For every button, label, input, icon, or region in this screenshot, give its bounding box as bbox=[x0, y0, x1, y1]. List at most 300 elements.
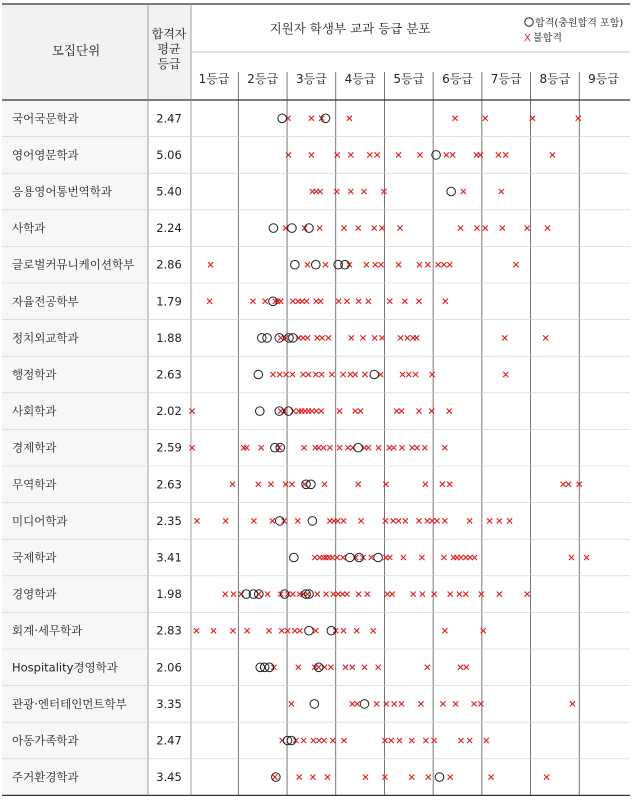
pass-marker bbox=[310, 700, 319, 709]
fail-marker bbox=[525, 226, 530, 231]
fail-marker bbox=[350, 701, 355, 706]
fail-marker bbox=[584, 555, 589, 560]
fail-marker bbox=[371, 628, 376, 633]
fail-marker bbox=[344, 592, 349, 597]
fail-marker bbox=[337, 409, 342, 414]
fail-marker bbox=[290, 372, 295, 377]
fail-marker bbox=[317, 738, 322, 743]
fail-marker bbox=[297, 628, 302, 633]
fail-marker bbox=[398, 335, 403, 340]
fail-marker bbox=[373, 262, 378, 267]
fail-marker bbox=[296, 665, 301, 670]
fail-marker bbox=[313, 628, 318, 633]
fail-marker bbox=[278, 299, 283, 304]
fail-marker bbox=[432, 592, 437, 597]
fail-marker bbox=[278, 335, 283, 340]
fail-marker bbox=[447, 482, 452, 487]
fail-marker bbox=[265, 592, 270, 597]
fail-marker bbox=[502, 335, 507, 340]
fail-marker bbox=[497, 592, 502, 597]
fail-marker bbox=[268, 482, 273, 487]
fail-marker bbox=[348, 372, 353, 377]
fail-marker bbox=[334, 189, 339, 194]
fail-marker bbox=[576, 116, 581, 121]
fail-marker bbox=[341, 628, 346, 633]
pass-marker bbox=[311, 260, 320, 269]
dept-name: 국어국문학과 bbox=[12, 111, 79, 126]
fail-marker bbox=[194, 628, 199, 633]
fail-marker bbox=[316, 445, 321, 450]
fail-marker bbox=[544, 775, 549, 780]
fail-marker bbox=[239, 592, 244, 597]
fail-marker bbox=[366, 445, 371, 450]
fail-marker bbox=[283, 372, 288, 377]
fail-marker bbox=[382, 738, 387, 743]
pass-marker bbox=[265, 663, 274, 672]
fail-marker bbox=[231, 592, 236, 597]
fail-marker bbox=[381, 189, 386, 194]
fail-marker bbox=[419, 555, 424, 560]
fail-marker bbox=[331, 592, 336, 597]
avg-grade: 2.47 bbox=[156, 111, 182, 126]
fail-marker bbox=[434, 518, 439, 523]
dept-name: 행정학과 bbox=[12, 367, 57, 382]
fail-marker bbox=[310, 775, 315, 780]
avg-grade: 3.41 bbox=[156, 550, 182, 565]
fail-marker bbox=[291, 409, 296, 414]
fail-marker bbox=[550, 152, 555, 157]
fail-marker bbox=[244, 445, 249, 450]
x-tick-label: 3등급 bbox=[295, 72, 327, 86]
x-tick-label: 5등급 bbox=[393, 72, 425, 86]
fail-marker bbox=[360, 335, 365, 340]
fail-marker bbox=[263, 299, 268, 304]
fail-marker bbox=[259, 445, 264, 450]
fail-marker bbox=[422, 445, 427, 450]
fail-marker bbox=[389, 738, 394, 743]
fail-marker bbox=[349, 335, 354, 340]
pass-marker bbox=[307, 480, 316, 489]
fail-marker bbox=[285, 628, 290, 633]
pass-marker bbox=[327, 626, 336, 635]
pass-marker bbox=[275, 517, 284, 526]
x-tick-label: 8등급 bbox=[539, 72, 571, 86]
fail-marker bbox=[416, 518, 421, 523]
fail-marker bbox=[330, 555, 335, 560]
fail-marker bbox=[319, 372, 324, 377]
fail-marker bbox=[289, 701, 294, 706]
fail-marker bbox=[472, 555, 477, 560]
fail-marker bbox=[500, 226, 505, 231]
pass-marker bbox=[284, 407, 293, 416]
fail-marker bbox=[463, 592, 468, 597]
avg-grade: 1.88 bbox=[156, 330, 182, 345]
fail-marker bbox=[321, 738, 326, 743]
pass-marker bbox=[374, 553, 383, 562]
fail-marker bbox=[391, 518, 396, 523]
dept-name: 경제학과 bbox=[12, 440, 57, 455]
fail-marker bbox=[292, 628, 297, 633]
fail-marker bbox=[441, 262, 446, 267]
dept-column-header: 모집단위 bbox=[51, 43, 101, 58]
avg-grade: 1.79 bbox=[156, 294, 182, 309]
fail-marker bbox=[223, 592, 228, 597]
fail-marker bbox=[458, 738, 463, 743]
fail-marker bbox=[411, 592, 416, 597]
fail-marker bbox=[487, 518, 492, 523]
fail-marker bbox=[503, 152, 508, 157]
fail-marker bbox=[297, 775, 302, 780]
fail-marker bbox=[387, 555, 392, 560]
fail-marker bbox=[336, 299, 341, 304]
fail-marker bbox=[323, 262, 328, 267]
fail-marker bbox=[396, 518, 401, 523]
fail-marker bbox=[447, 409, 452, 414]
fail-marker bbox=[189, 409, 194, 414]
fail-marker bbox=[394, 409, 399, 414]
fail-marker bbox=[306, 372, 311, 377]
fail-marker bbox=[392, 701, 397, 706]
fail-marker bbox=[414, 335, 419, 340]
fail-marker bbox=[383, 518, 388, 523]
fail-marker bbox=[328, 665, 333, 670]
fail-marker bbox=[483, 116, 488, 121]
fail-marker bbox=[230, 628, 235, 633]
fail-marker bbox=[458, 665, 463, 670]
fail-marker bbox=[230, 482, 235, 487]
fail-marker bbox=[356, 226, 361, 231]
fail-marker bbox=[329, 372, 334, 377]
fail-marker bbox=[499, 189, 504, 194]
fail-marker bbox=[350, 665, 355, 670]
fail-marker bbox=[426, 775, 431, 780]
fail-marker bbox=[337, 445, 342, 450]
fail-marker bbox=[396, 262, 401, 267]
fail-marker bbox=[399, 445, 404, 450]
pass-marker bbox=[308, 517, 317, 526]
fail-marker bbox=[464, 665, 469, 670]
dept-name: Hospitality경영학과 bbox=[12, 660, 118, 675]
fail-marker bbox=[301, 445, 306, 450]
fail-marker bbox=[355, 701, 360, 706]
fail-marker bbox=[322, 482, 327, 487]
fail-marker bbox=[250, 299, 255, 304]
fail-marker bbox=[313, 372, 318, 377]
fail-marker bbox=[489, 775, 494, 780]
fail-marker bbox=[379, 226, 384, 231]
avg-grade: 2.24 bbox=[156, 221, 182, 236]
fail-marker bbox=[290, 592, 295, 597]
pass-marker bbox=[305, 224, 314, 233]
fail-marker bbox=[430, 372, 435, 377]
x-tick-label: 7등급 bbox=[490, 72, 522, 86]
fail-marker bbox=[452, 116, 457, 121]
fail-marker bbox=[390, 592, 395, 597]
fail-marker bbox=[316, 665, 321, 670]
fail-marker bbox=[358, 409, 363, 414]
fail-marker bbox=[453, 701, 458, 706]
pass-marker bbox=[447, 187, 456, 196]
dept-name: 회계·세무학과 bbox=[12, 623, 83, 638]
fail-marker bbox=[450, 152, 455, 157]
pass-marker bbox=[255, 407, 264, 416]
fail-marker bbox=[425, 665, 430, 670]
fail-marker bbox=[354, 628, 359, 633]
x-tick-label: 4등급 bbox=[344, 72, 376, 86]
fail-marker bbox=[189, 445, 194, 450]
fail-marker bbox=[379, 335, 384, 340]
fail-marker bbox=[457, 592, 462, 597]
avg-grade: 1.98 bbox=[156, 587, 182, 602]
legend-fail-symbol: X bbox=[524, 33, 531, 44]
fail-marker bbox=[387, 299, 392, 304]
fail-marker bbox=[461, 189, 466, 194]
fail-marker bbox=[279, 628, 284, 633]
fail-marker bbox=[315, 335, 320, 340]
fail-marker bbox=[320, 335, 325, 340]
fail-marker bbox=[289, 482, 294, 487]
fail-marker bbox=[256, 482, 261, 487]
fail-marker bbox=[414, 445, 419, 450]
pass-marker bbox=[288, 224, 297, 233]
fail-marker bbox=[442, 518, 447, 523]
pass-marker bbox=[272, 773, 281, 782]
avg-grade: 2.47 bbox=[156, 733, 182, 748]
fail-marker bbox=[356, 482, 361, 487]
fail-marker bbox=[410, 445, 415, 450]
fail-marker bbox=[319, 409, 324, 414]
dept-name: 아동가족학과 bbox=[12, 733, 79, 748]
fail-marker bbox=[440, 482, 445, 487]
pass-marker bbox=[360, 700, 369, 709]
avg-grade: 2.06 bbox=[156, 660, 182, 675]
fail-marker bbox=[312, 555, 317, 560]
pass-marker bbox=[254, 370, 263, 379]
fail-marker bbox=[305, 592, 310, 597]
fail-marker bbox=[208, 262, 213, 267]
fail-marker bbox=[442, 445, 447, 450]
x-tick-label: 2등급 bbox=[247, 72, 279, 86]
dept-name: 미디어학과 bbox=[12, 513, 68, 528]
fail-marker bbox=[397, 226, 402, 231]
fail-marker bbox=[478, 701, 483, 706]
avg-grade: 2.86 bbox=[156, 257, 182, 272]
pass-marker bbox=[346, 553, 355, 562]
fail-marker bbox=[309, 116, 314, 121]
fail-marker bbox=[447, 262, 452, 267]
fail-marker bbox=[467, 518, 472, 523]
fail-marker bbox=[479, 592, 484, 597]
fail-marker bbox=[301, 738, 306, 743]
fail-marker bbox=[353, 372, 358, 377]
fail-marker bbox=[435, 262, 440, 267]
fail-marker bbox=[378, 262, 383, 267]
fail-marker bbox=[543, 335, 548, 340]
dept-name: 글로벌커뮤니케이션학부 bbox=[12, 257, 135, 272]
fail-marker bbox=[314, 409, 319, 414]
fail-marker bbox=[432, 738, 437, 743]
fail-marker bbox=[356, 592, 361, 597]
dept-name: 주거환경학과 bbox=[12, 770, 79, 785]
dept-name: 무역학과 bbox=[12, 477, 57, 492]
avg-grade: 5.06 bbox=[156, 147, 182, 162]
fail-marker bbox=[341, 226, 346, 231]
dept-name: 관광·엔터테인먼트학부 bbox=[12, 696, 127, 711]
pass-marker bbox=[263, 334, 272, 343]
legend bbox=[524, 16, 623, 44]
fail-marker bbox=[376, 665, 381, 670]
avg-grade: 2.63 bbox=[156, 477, 182, 492]
fail-marker bbox=[317, 226, 322, 231]
fail-marker bbox=[416, 409, 421, 414]
fail-marker bbox=[443, 299, 448, 304]
x-tick-label: 6등급 bbox=[442, 72, 473, 86]
pass-marker bbox=[321, 114, 330, 123]
fail-marker bbox=[430, 518, 435, 523]
distribution-title: 지원자 학생부 교과 등급 분포 bbox=[269, 21, 431, 36]
fail-marker bbox=[341, 738, 346, 743]
fail-marker bbox=[471, 701, 476, 706]
fail-marker bbox=[272, 775, 277, 780]
fail-marker bbox=[194, 518, 199, 523]
avg-column-header: 합격자 평균 등급 bbox=[151, 27, 187, 71]
fail-marker bbox=[340, 555, 345, 560]
fail-marker bbox=[358, 518, 363, 523]
dept-name: 영어영문학과 bbox=[12, 147, 79, 162]
fail-marker bbox=[211, 628, 216, 633]
fail-marker bbox=[397, 738, 402, 743]
pass-marker bbox=[305, 626, 314, 635]
fail-marker bbox=[507, 518, 512, 523]
fail-marker bbox=[345, 445, 350, 450]
fail-marker bbox=[318, 299, 323, 304]
fail-marker bbox=[483, 226, 488, 231]
fail-marker bbox=[304, 299, 309, 304]
fail-marker bbox=[327, 445, 332, 450]
fail-marker bbox=[353, 409, 358, 414]
fail-marker bbox=[305, 262, 310, 267]
fail-marker bbox=[423, 738, 428, 743]
dept-name: 정치외교학과 bbox=[12, 330, 79, 345]
pass-marker bbox=[278, 114, 287, 123]
fail-marker bbox=[402, 299, 407, 304]
fail-marker bbox=[372, 226, 377, 231]
pass-marker bbox=[269, 224, 278, 233]
fail-marker bbox=[484, 738, 489, 743]
avg-grade: 3.45 bbox=[156, 770, 182, 785]
avg-grade: 5.40 bbox=[156, 184, 182, 199]
avg-grade: 2.59 bbox=[156, 440, 182, 455]
dept-name: 경영학과 bbox=[12, 587, 57, 602]
avg-grade: 3.35 bbox=[156, 696, 182, 711]
x-tick-label: 1등급 bbox=[198, 72, 230, 86]
fail-marker bbox=[343, 665, 348, 670]
fail-marker bbox=[399, 409, 404, 414]
fail-marker bbox=[403, 518, 408, 523]
fail-marker bbox=[458, 555, 463, 560]
pass-marker bbox=[291, 260, 300, 269]
fail-marker bbox=[406, 372, 411, 377]
fail-marker bbox=[409, 775, 414, 780]
fail-marker bbox=[367, 152, 372, 157]
avg-grade: 2.02 bbox=[156, 404, 182, 419]
fail-marker bbox=[375, 152, 380, 157]
fail-marker bbox=[330, 738, 335, 743]
fail-marker bbox=[290, 299, 295, 304]
fail-marker bbox=[347, 116, 352, 121]
fail-marker bbox=[376, 445, 381, 450]
avg-grade: 2.63 bbox=[156, 367, 182, 382]
fail-marker bbox=[400, 372, 405, 377]
dept-name: 사학과 bbox=[12, 221, 46, 236]
fail-marker bbox=[570, 701, 575, 706]
fail-marker bbox=[309, 152, 314, 157]
fail-marker bbox=[413, 372, 418, 377]
fail-marker bbox=[223, 518, 228, 523]
pass-marker bbox=[275, 407, 284, 416]
fail-marker bbox=[207, 299, 212, 304]
fail-marker bbox=[326, 335, 331, 340]
fail-marker bbox=[315, 592, 320, 597]
fail-marker bbox=[405, 335, 410, 340]
fail-marker bbox=[444, 152, 449, 157]
fail-marker bbox=[362, 665, 367, 670]
fail-marker bbox=[270, 372, 275, 377]
fail-marker bbox=[440, 701, 445, 706]
fail-marker bbox=[366, 299, 371, 304]
fail-marker bbox=[474, 226, 479, 231]
fail-marker bbox=[277, 372, 282, 377]
fail-marker bbox=[361, 189, 366, 194]
dept-name: 자율전공학부 bbox=[12, 294, 79, 309]
fail-marker bbox=[497, 518, 502, 523]
fail-marker bbox=[340, 372, 345, 377]
fail-marker bbox=[344, 299, 349, 304]
fail-marker bbox=[423, 482, 428, 487]
fail-marker bbox=[566, 482, 571, 487]
fail-marker bbox=[301, 372, 306, 377]
fail-marker bbox=[420, 592, 425, 597]
x-tick-label: 9등급 bbox=[588, 72, 620, 86]
fail-marker bbox=[448, 592, 453, 597]
fail-marker bbox=[385, 592, 390, 597]
fail-marker bbox=[323, 592, 328, 597]
fail-marker bbox=[348, 152, 353, 157]
fail-marker bbox=[513, 262, 518, 267]
fail-marker bbox=[369, 555, 374, 560]
fail-marker bbox=[295, 518, 300, 523]
fail-marker bbox=[417, 152, 422, 157]
fail-marker bbox=[442, 628, 447, 633]
fail-marker bbox=[409, 738, 414, 743]
fail-marker bbox=[311, 738, 316, 743]
fail-marker bbox=[374, 701, 379, 706]
fail-marker bbox=[418, 701, 423, 706]
fail-marker bbox=[448, 775, 453, 780]
fail-marker bbox=[341, 518, 346, 523]
pass-marker bbox=[302, 480, 311, 489]
fail-marker bbox=[266, 628, 271, 633]
fail-marker bbox=[318, 189, 323, 194]
fail-marker bbox=[391, 445, 396, 450]
fail-marker bbox=[425, 262, 430, 267]
fail-marker bbox=[399, 701, 404, 706]
fail-marker bbox=[270, 518, 275, 523]
fail-marker bbox=[325, 775, 330, 780]
legend-fail-label: 불합격 bbox=[533, 33, 562, 44]
fail-marker bbox=[365, 592, 370, 597]
avg-grade: 2.83 bbox=[156, 623, 182, 638]
